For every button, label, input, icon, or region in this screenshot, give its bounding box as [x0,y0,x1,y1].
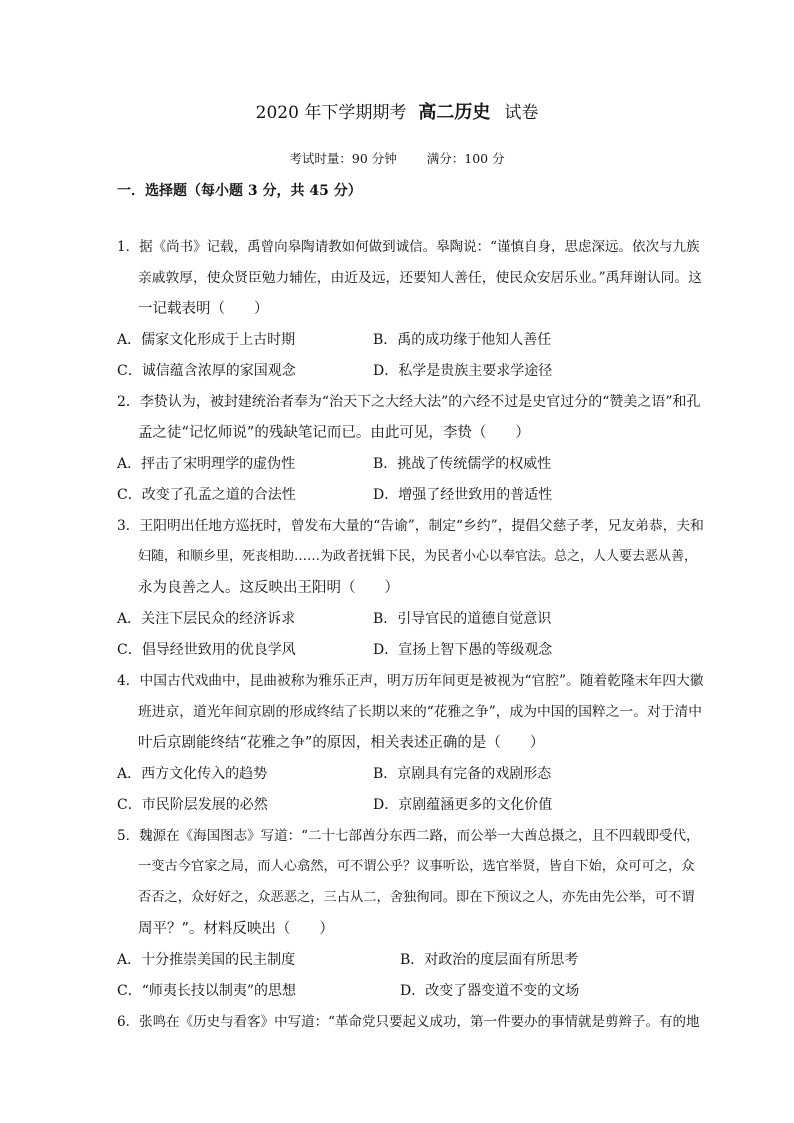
exam-time: 考试时量：90 分钟 [289,151,397,166]
question-3-option-d[interactable]: D．宣扬上智下愚的等级观念 [373,642,553,658]
question-4-option-d[interactable]: D．京剧蕴涵更多的文化价值 [373,797,553,813]
question-5-option-b[interactable]: B．对政治的度层面有所思考 [400,952,579,968]
exam-meta [0,149,794,167]
question-5-line-3: 否否之，众好好之，众恶恶之，三占从二，舍独徇同。即在下预议之人，亦先由先公举，可不谓 [138,890,695,905]
page-title [0,98,794,124]
question-4-line-3: 叶后京剧能终结“花雅之争”的原因，相关表述正确的是（ ） [138,735,545,751]
question-4-line-2: 班进京，道光年间京剧的形成终结了长期以来的“花雅之争”，成为中国的国粹之一。对于清中 [138,704,703,720]
question-1-option-b[interactable]: B．禹的成功缘于他知人善任 [373,332,552,348]
question-4-line-1: 4．中国古代戏曲中，昆曲被称为雅乐正声，明万历年间更是被视为“官腔”。随着乾隆末年四大徽 [117,673,704,689]
question-3-option-b[interactable]: B．引导官民的道德自觉意识 [373,611,552,627]
title-prefix: 2020 年下学期期考 [255,103,407,123]
question-5-line-1: 5．魏源在《海国图志》写道：“二十七部酋分东西二路，而公举一大酋总摄之，且不四载即受代， [117,828,700,844]
question-4-option-a[interactable]: A．西方文化传入的趋势 [117,766,268,782]
section-heading: 一．选择题（每小题 3 分，共 45 分） [117,183,362,199]
question-3-option-a[interactable]: A．关注下层民众的经济诉求 [117,611,296,627]
question-5-option-c[interactable]: C．“师夷长技以制夷”的思想 [117,983,297,999]
question-5-line-2: 一变古今官家之局，而人心翕然，可不谓公乎？议事听讼，选官举贤，皆自下始，众可可之，众 [138,859,695,874]
question-2-option-b[interactable]: B．挑战了传统儒学的权威性 [373,456,552,472]
question-5-option-d[interactable]: D．改变了器变道不变的文场 [400,983,580,999]
question-2-option-c[interactable]: C．改变了孔孟之道的合法性 [117,487,296,503]
question-1-option-a[interactable]: A．儒家文化形成于上古时期 [117,332,296,348]
title-subject: 高二历史 [418,102,491,123]
exam-score: 满分：100 分 [426,151,505,166]
question-5-option-a[interactable]: A．十分推崇美国的民主制度 [117,952,296,968]
question-3-line-1: 3．王阳明出任地方巡抚时，曾发布大量的“告谕”，制定“乡约”，提倡父慈子孝，兄友弟恭，夫和 [117,518,704,534]
question-2-line-2: 孟之徒“记忆师说”的残缺笔记而已。由此可见，李贽（ ） [138,425,530,441]
question-1-option-d[interactable]: D．私学是贵族主要求学途径 [373,363,553,379]
question-6-line-1: 6．张鸣在《历史与看客》中写道：“革命党只要起义成功，第一件要办的事情就是剪辫子。有的地 [117,1014,700,1030]
question-1-option-c[interactable]: C．诚信蕴含浓厚的家国观念 [117,363,296,379]
question-1-line-2: 亲戚敦厚，使众贤臣勉力辅佐，由近及远，还要知人善任，使民众安居乐业。”禹拜谢认同。这 [138,270,702,286]
question-2-option-d[interactable]: D．增强了经世致用的普适性 [373,487,553,503]
question-4-option-b[interactable]: B．京剧具有完备的戏剧形态 [373,766,552,782]
question-3-line-3: 永为良善之人。这反映出王阳明（ ） [138,580,399,596]
question-3-line-2: 妇随，和顺乡里，死丧相助……为政者抚辑下民，为民者小心以奉官法。总之，人人要去恶从善， [138,549,698,564]
question-3-option-c[interactable]: C．倡导经世致用的优良学风 [117,642,296,658]
title-suffix: 试卷 [504,103,539,123]
question-4-option-c[interactable]: C．市民阶层发展的必然 [117,797,268,813]
question-5-line-4: 周平？”。材料反映出（ ） [138,921,334,937]
question-1-line-3: 一记载表明（ ） [138,301,269,317]
question-1-line-1: 1．据《尚书》记载，禹曾向皋陶请教如何做到诚信。皋陶说：“谨慎自身，思虑深远。依次与九族 [117,239,700,255]
question-2-option-a[interactable]: A．抨击了宋明理学的虚伪性 [117,456,296,472]
question-2-line-1: 2．李贽认为，被封建统治者奉为“治天下之大经大法”的六经不过是史官过分的“赞美之语”和孔 [117,394,701,410]
